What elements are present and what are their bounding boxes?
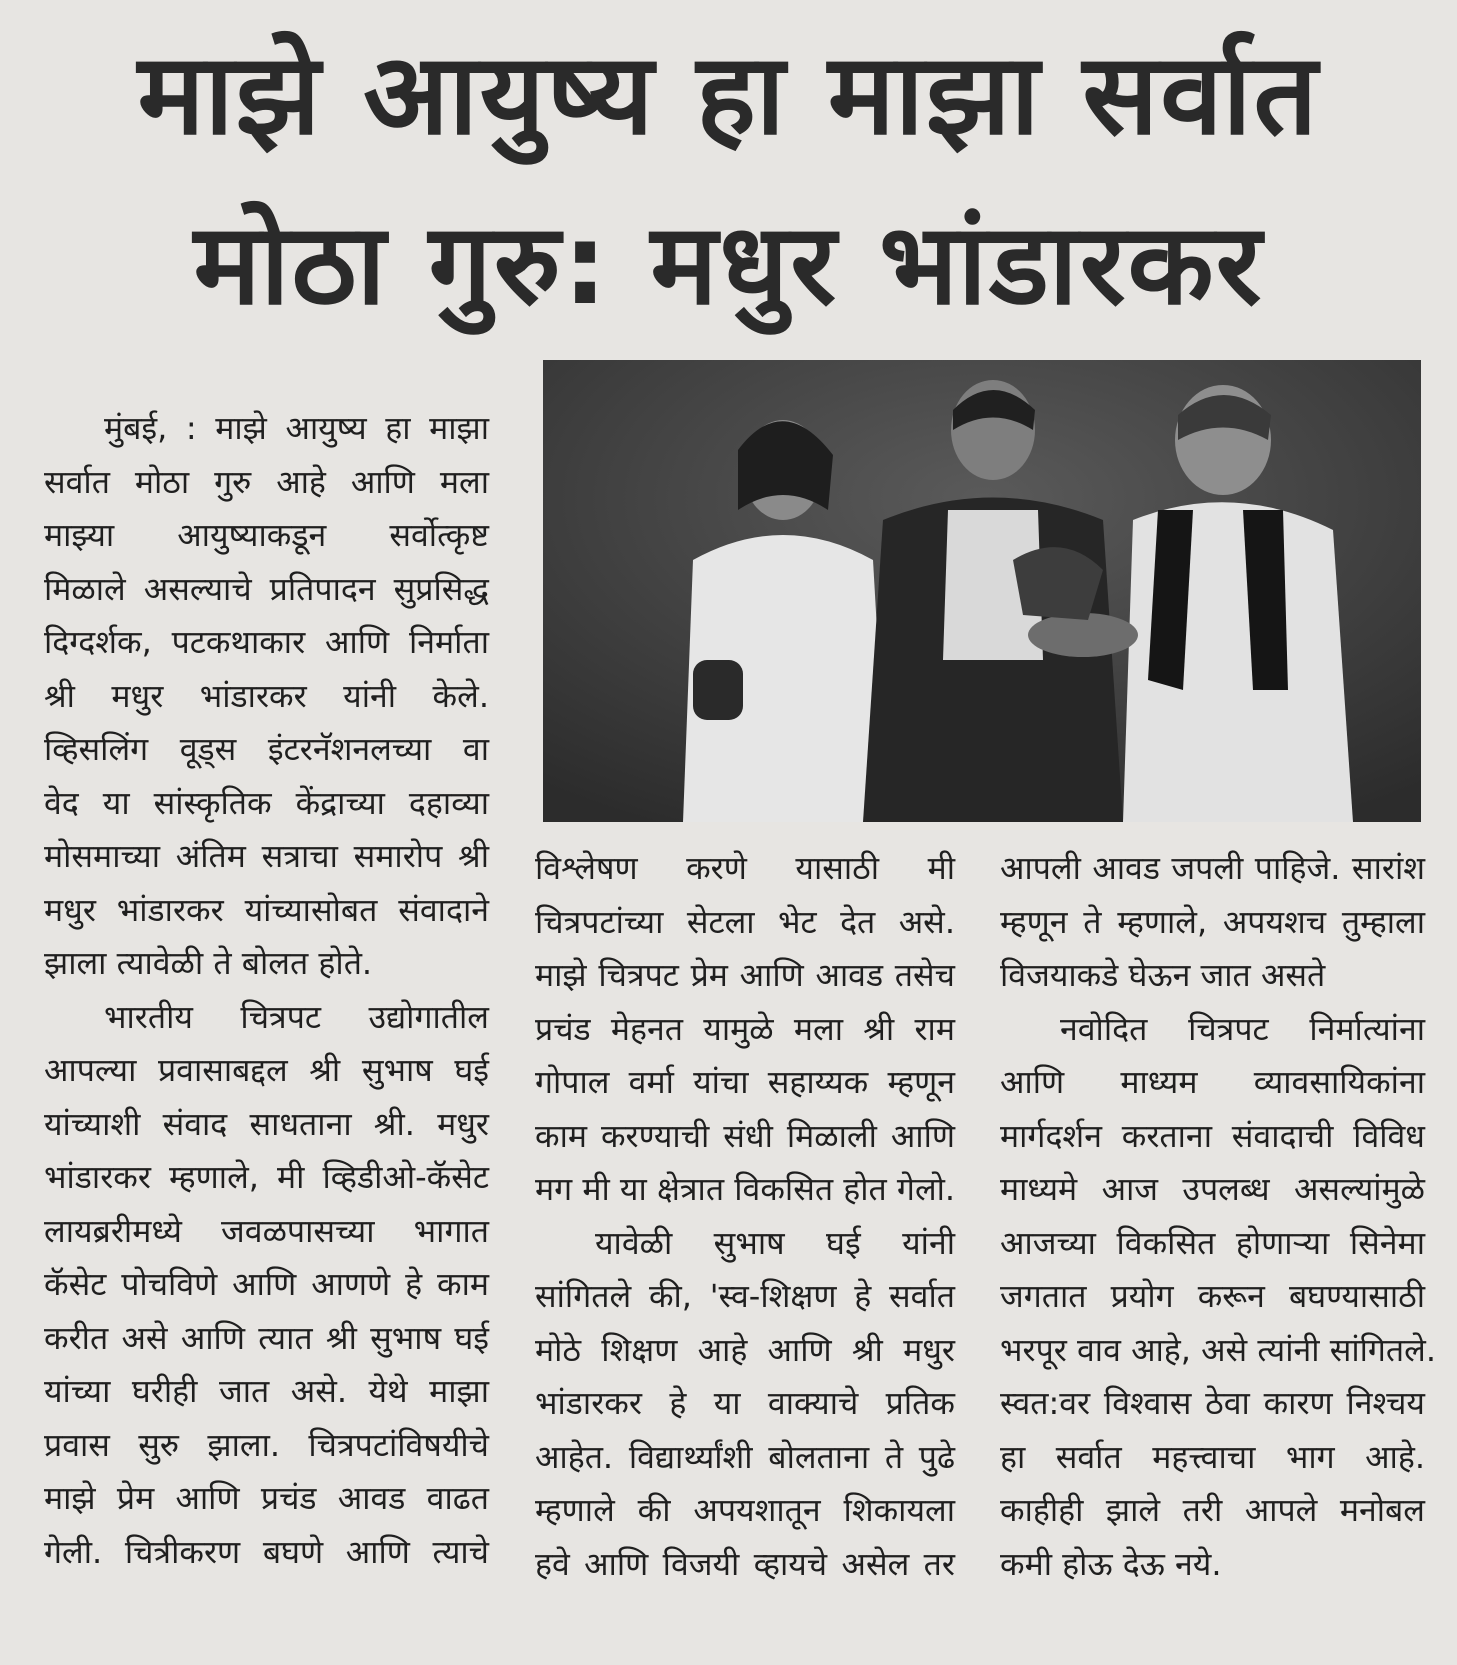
article-line: भारतीय चित्रपट उद्योगातील xyxy=(104,997,489,1036)
article-line: दिग्दर्शक, पटकथाकार आणि निर्माता xyxy=(44,623,489,661)
article-line: आहेत. विद्यार्थ्यांशी बोलताना ते पुढे xyxy=(535,1437,955,1476)
article-line: मोसमाच्या अंतिम सत्राचा समारोप श्री xyxy=(44,837,489,875)
article-line: मग मी या क्षेत्रात विकसित होत गेलो. xyxy=(535,1170,956,1208)
article-line: प्रचंड मेहनत यामुळे मला श्री राम xyxy=(535,1009,955,1048)
article-line: चित्रपटांच्या सेटला भेट देत असे. xyxy=(535,902,955,941)
article-line: वेद या सांस्कृतिक केंद्राच्या दहाव्या xyxy=(44,783,489,822)
article-line: यावेळी सुभाष घई यांनी xyxy=(595,1223,955,1262)
article-line: नवोदित चित्रपट निर्मात्यांना xyxy=(1060,1009,1425,1048)
article-line: गोपाल वर्मा यांचा सहाय्यक म्हणून xyxy=(535,1063,955,1101)
article-line: यांच्या घरीही जात असे. येथे माझा xyxy=(44,1372,489,1410)
article-line: भांडारकर म्हणाले, मी व्हिडीओ-कॅसेट xyxy=(44,1158,489,1196)
article-line: श्री मधुर भांडारकर यांनी केले. xyxy=(44,676,489,715)
article-line: गेली. चित्रीकरण बघणे आणि त्याचे xyxy=(44,1532,489,1571)
article-line: काहीही झाले तरी आपले मनोबल xyxy=(1000,1491,1425,1529)
article-line: माझे प्रेम आणि प्रचंड आवड वाढत xyxy=(44,1479,489,1517)
article-line: सांगितले की, 'स्व-शिक्षण हे सर्वात xyxy=(535,1277,955,1315)
article-line: झाला त्यावेळी ते बोलत होते. xyxy=(44,944,373,982)
article-line: म्हणाले की अपयशातून शिकायला xyxy=(535,1491,955,1529)
article-line: यांच्याशी संवाद साधताना श्री. मधुर xyxy=(44,1104,489,1143)
article-line: कॅसेट पोचविणे आणि आणणे हे काम xyxy=(44,1265,489,1303)
article-line: भरपूर वाव आहे, असे त्यांनी सांगितले. xyxy=(1000,1330,1437,1369)
article-line: काम करण्याची संधी मिळाली आणि xyxy=(535,1116,955,1155)
article-line: हा सर्वात महत्त्वाचा भाग आहे. xyxy=(1000,1437,1425,1476)
article-line: मोठे शिक्षण आहे आणि श्री मधुर xyxy=(535,1330,955,1369)
article-column-1 xyxy=(44,402,489,1579)
article-line: माझे चित्रपट प्रेम आणि आवड तसेच xyxy=(535,956,955,994)
article-line: करीत असे आणि त्यात श्री सुभाष घई xyxy=(44,1318,489,1357)
article-line: सर्वात मोठा गुरु आहे आणि मला xyxy=(44,462,489,501)
article-line: म्हणून ते म्हणाले, अपयशच तुम्हाला xyxy=(1000,902,1425,941)
article-line: हवे आणि विजयी व्हायचे असेल तर xyxy=(535,1544,955,1583)
article-line: मिळाले असल्याचे प्रतिपादन सुप्रसिद्ध xyxy=(44,569,489,608)
headline-line-1: माझे आयुष्य हा माझा सर्वात xyxy=(137,30,1320,160)
article-line: विश्लेषण करणे यासाठी मी xyxy=(535,849,955,887)
article-line: कमी होऊ देऊ नये. xyxy=(1000,1544,1222,1583)
article-line: आपल्या प्रवासाबद्दल श्री सुभाष घई xyxy=(44,1051,489,1089)
article-line: लायब्ररीमध्ये जवळपासच्या भागात xyxy=(44,1211,489,1250)
article-line: माध्यमे आज उपलब्ध असल्यांमुळे xyxy=(1000,1170,1425,1208)
article-line: विजयाकडे घेऊन जात असते xyxy=(1000,956,1326,994)
article-photo xyxy=(543,360,1421,822)
photo-three-people-icon xyxy=(543,360,1421,822)
article-line: आणि माध्यम व्यावसायिकांना xyxy=(1000,1063,1425,1101)
article-line: स्वत:वर विश्वास ठेवा कारण निश्चय xyxy=(1000,1384,1425,1422)
article-line: माझ्या आयुष्याकडून सर्वोत्कृष्ट xyxy=(44,516,489,554)
article-line: मार्गदर्शन करताना संवादाची विविध xyxy=(1000,1116,1425,1155)
article-line: मधुर भांडारकर यांच्यासोबत संवादाने xyxy=(44,890,489,929)
article-column-2 xyxy=(535,842,955,1591)
article-column-3 xyxy=(1000,842,1437,1591)
article-line: व्हिसलिंग वूड्स इंटरनॅशनलच्या वा xyxy=(44,730,489,768)
headline-line-2: मोठा गुरु: मधुर भांडारकर xyxy=(193,200,1264,330)
article-line: आपली आवड जपली पाहिजे. सारांश xyxy=(1000,849,1425,887)
article-line: प्रवास सुरु झाला. चित्रपटांविषयीचे xyxy=(44,1425,489,1464)
article-line: मुंबई, : माझे आयुष्य हा माझा xyxy=(104,409,489,447)
article-line: आजच्या विकसित होणाऱ्या सिनेमा xyxy=(1000,1223,1425,1262)
article-line: जगतात प्रयोग करून बघण्यासाठी xyxy=(1000,1277,1425,1315)
article-line: भांडारकर हे या वाक्याचे प्रतिक xyxy=(535,1384,955,1422)
